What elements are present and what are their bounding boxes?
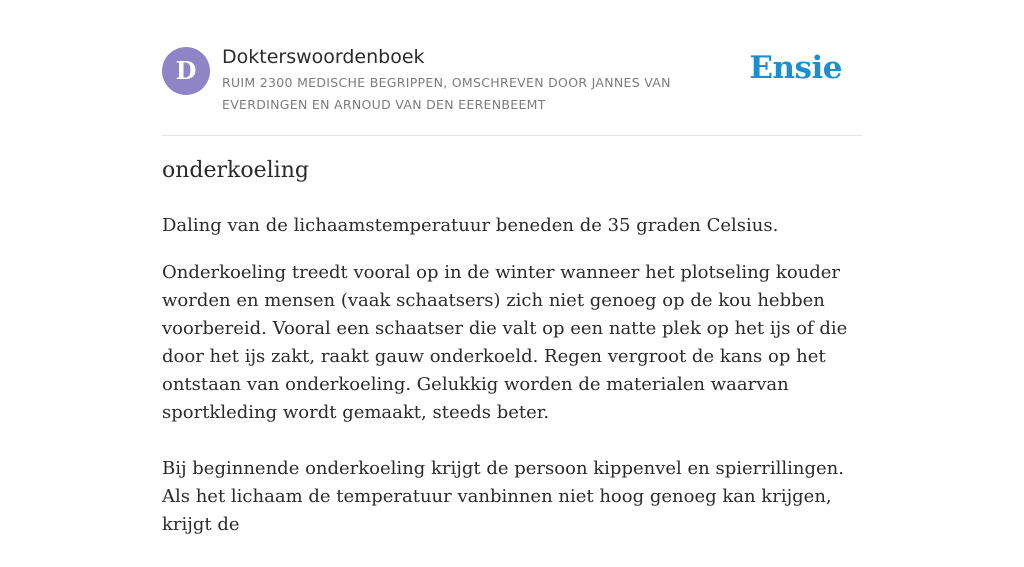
- entry-paragraph: Onderkoeling treedt vooral op in de winter wanneer het plotseling kouder worden en mensen (vaak schaatsers) zich niet genoeg op de kou hebben voorbereid. Vooral een schaatser die valt op een natte plek op het ijs of die door het ijs zakt, raakt gauw onderkoeld. Regen vergroot de kans op het ontstaan van onderkoeling. Gelukkig worden de materialen waarvan sportkleding wordt gemaakt, steeds beter.: [162, 262, 848, 423]
- ensie-logo-link[interactable]: Ensie: [749, 50, 842, 86]
- dictionary-title-link[interactable]: Dokterswoordenboek: [222, 46, 425, 68]
- entry-body: [162, 259, 862, 567]
- dictionary-header: [162, 40, 862, 136]
- entry-paragraph: Bij beginnende onderkoeling krijgt de persoon kippenvel en spierrillingen. Als het lichaam de temperatuur vanbinnen niet hoog genoeg kan krijgen, krijgt de: [162, 458, 844, 535]
- entry-definition: Daling van de lichaamstemperatuur beneden de 35 graden Celsius.: [162, 215, 779, 236]
- entry-term: onderkoeling: [162, 158, 309, 183]
- dictionary-avatar[interactable]: D: [162, 47, 210, 95]
- dictionary-subtitle: RUIM 2300 MEDISCHE BEGRIPPEN, OMSCHREVEN DOOR JANNES VAN EVERDINGEN EN ARNOUD VAN DEN EERENBEEMT: [222, 75, 671, 112]
